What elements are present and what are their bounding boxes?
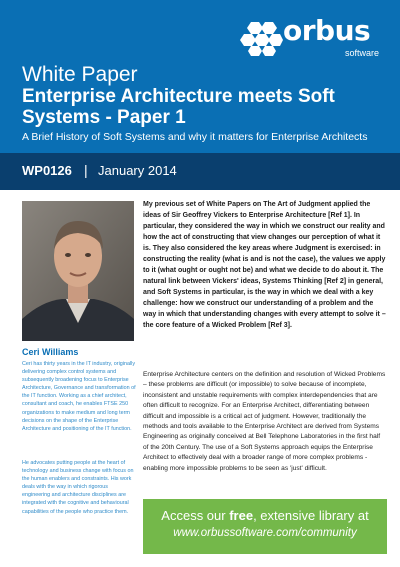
author-bio-paragraph: Ceri has thirty years in the IT industry, originally delivering complex control systems and subsequently broadening focus to Enterprise Architecture, Governance and transformation of the IT function. Working as a chief architect, consultant and coach, he enables FTSE 250 organizations to make medium and long term decisions on the shape of the Enterprise Architecture and positioning of the IT function. [22, 361, 136, 432]
document-code: WP0126 [22, 163, 72, 178]
honeycomb-logo-icon [237, 20, 283, 56]
body-paragraph: Enterprise Architecture centers on the definition and resolution of Wicked Problems – these problems are difficult (or impossible) to solve because of incomplete, inconsistent and unstable requirements with complex interdependencies that are often difficult to recognize. For an Enterprise Architect, differentiating between difficult and impossible is a critical act of judgment. However, traditionally the methods and tools available to the Enterprise Architect are derived from Systems Engineering as originally conceived at Bell Telephone Laboratories in the first half of the 20th Century. The use of a Soft Systems approach equips the Enterprise Architect to effectively deal with a broader range of more complex problems - enabling more impossible problems to be seen as 'just' difficult. [143, 371, 386, 472]
author-bio-paragraph: He advocates putting people at the heart of technology and business change with focus on the human enablers and constraints. His work deals with the way in which rigorous engineering and architecture disciplines are integrated with the cognitive and behavioural capabilities of the people who practice them. [22, 460, 134, 515]
cta-prefix: Access our [161, 508, 230, 523]
cta-link[interactable]: www.orbussoftware.com/community [173, 527, 357, 539]
page-title: Enterprise Architecture meets Soft Systems - Paper 1 [22, 86, 335, 128]
author-photo [22, 201, 134, 341]
cta-suffix: , extensive library at [253, 508, 369, 523]
cta-emphasis: free [229, 508, 254, 523]
meta-separator: | [84, 162, 88, 178]
document-type: White Paper [22, 63, 138, 86]
intro-paragraph: My previous set of White Papers on The Art of Judgment applied the ideas of Sir Geoffrey Vickers to Enterprise Architecture [Ref 1]. In particular, they considered the way in which we construct our reality and how the act of constructing that view changes our perception of what it is. They also considered the key areas where Judgment is exercised: in constructing the reality (what is and is not the case), the values we apply to it (what ought or ought not be) and what we decide to do about it. The natural link between Vickers' ideas, Systems Thinking [Ref 2] in general, and Soft Systems in particular, is the way in which we deal with a key challenge: how we construct our understanding of a problem and the way in which that understanding changes with every attempt to solve it – the core feature of a Wicked Problem [Ref 3]. [143, 201, 386, 329]
orbus-logo[interactable] [237, 14, 387, 66]
header-banner [0, 0, 400, 153]
community-cta-banner[interactable] [143, 499, 387, 554]
author-name: Ceri Williams [22, 347, 79, 357]
logo-wordmark: orbus [283, 14, 371, 47]
cta-headline [143, 507, 387, 524]
document-date: January 2014 [98, 163, 177, 178]
document-meta-bar [0, 153, 400, 190]
page-subtitle: A Brief History of Soft Systems and why it matters for Enterprise Architects [22, 131, 368, 143]
author-portrait-image [22, 201, 134, 341]
logo-subtitle: software [345, 48, 380, 58]
